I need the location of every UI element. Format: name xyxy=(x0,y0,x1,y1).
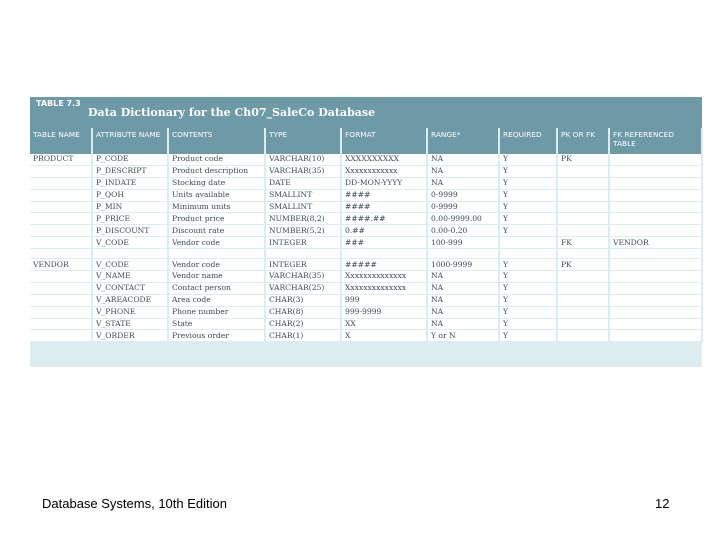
cell-table-name xyxy=(30,201,92,213)
cell-table-name xyxy=(30,330,92,342)
cell-table-name xyxy=(30,189,92,201)
cell-type: CHAR(1) xyxy=(265,330,341,342)
table-row xyxy=(30,201,702,213)
data-dictionary-figure xyxy=(30,97,702,367)
cell-contents: Product code xyxy=(168,154,265,165)
cell-pk-or-fk xyxy=(557,213,609,225)
cell-fk-referenced-table xyxy=(609,259,702,271)
cell-format: Xxxxxxxxxxxx xyxy=(341,165,427,177)
cell-type: INTEGER xyxy=(265,259,341,271)
cell-type: CHAR(8) xyxy=(265,306,341,318)
table-row xyxy=(30,282,702,294)
cell-required: Y xyxy=(499,225,557,237)
cell-table-name xyxy=(30,294,92,306)
cell-type: VARCHAR(35) xyxy=(265,271,341,283)
cell-required: Y xyxy=(499,259,557,271)
cell-contents: Units available xyxy=(168,189,265,201)
cell-type: NUMBER(5,2) xyxy=(265,225,341,237)
table-row xyxy=(30,154,702,165)
cell-range: 0-9999 xyxy=(427,189,499,201)
cell-contents: Vendor name xyxy=(168,271,265,283)
cell-range: NA xyxy=(427,154,499,165)
cell-table-name: PRODUCT xyxy=(30,154,92,165)
cell-required: Y xyxy=(499,165,557,177)
cell-fk-referenced-table xyxy=(609,249,702,259)
cell-fk-referenced-table xyxy=(609,225,702,237)
cell-required: Y xyxy=(499,177,557,189)
cell-required: Y xyxy=(499,213,557,225)
cell-pk-or-fk: PK xyxy=(557,154,609,165)
cell-format xyxy=(341,249,427,259)
cell-attribute-name: V_STATE xyxy=(92,318,168,330)
cell-attribute-name: V_PHONE xyxy=(92,306,168,318)
column-header-format: FORMAT xyxy=(341,128,427,154)
cell-format: DD-MON-YYYY xyxy=(341,177,427,189)
cell-pk-or-fk xyxy=(557,165,609,177)
cell-type: SMALLINT xyxy=(265,189,341,201)
cell-attribute-name: V_NAME xyxy=(92,271,168,283)
cell-pk-or-fk xyxy=(557,271,609,283)
cell-type: DATE xyxy=(265,177,341,189)
cell-contents: Vendor code xyxy=(168,259,265,271)
cell-range: NA xyxy=(427,306,499,318)
table-row xyxy=(30,189,702,201)
cell-pk-or-fk xyxy=(557,330,609,342)
cell-type: CHAR(2) xyxy=(265,318,341,330)
cell-fk-referenced-table xyxy=(609,177,702,189)
column-header-range: RANGE* xyxy=(427,128,499,154)
page-number: 12 xyxy=(655,496,670,511)
cell-type: SMALLINT xyxy=(265,201,341,213)
cell-table-name xyxy=(30,249,92,259)
cell-contents: Product price xyxy=(168,213,265,225)
cell-contents: Product description xyxy=(168,165,265,177)
cell-required: Y xyxy=(499,294,557,306)
cell-table-name xyxy=(30,165,92,177)
cell-table-name xyxy=(30,306,92,318)
cell-pk-or-fk: FK xyxy=(557,237,609,249)
cell-attribute-name: V_AREACODE xyxy=(92,294,168,306)
cell-type: VARCHAR(25) xyxy=(265,282,341,294)
cell-fk-referenced-table xyxy=(609,201,702,213)
cell-table-name xyxy=(30,271,92,283)
cell-range: NA xyxy=(427,294,499,306)
cell-contents: Previous order xyxy=(168,330,265,342)
cell-required xyxy=(499,237,557,249)
cell-range: NA xyxy=(427,271,499,283)
cell-format: #### xyxy=(341,189,427,201)
cell-format: #### xyxy=(341,201,427,213)
cell-contents: Area code xyxy=(168,294,265,306)
cell-required: Y xyxy=(499,189,557,201)
figure-title-bar xyxy=(30,97,702,128)
column-header-table-name: TABLE NAME xyxy=(30,128,92,154)
table-row xyxy=(30,225,702,237)
cell-fk-referenced-table xyxy=(609,165,702,177)
cell-attribute-name: P_CODE xyxy=(92,154,168,165)
cell-format: ### xyxy=(341,237,427,249)
cell-attribute-name: V_CODE xyxy=(92,259,168,271)
cell-attribute-name: P_QOH xyxy=(92,189,168,201)
table-row xyxy=(30,177,702,189)
cell-fk-referenced-table xyxy=(609,318,702,330)
cell-contents: Minimum units xyxy=(168,201,265,213)
cell-pk-or-fk xyxy=(557,189,609,201)
cell-table-name xyxy=(30,318,92,330)
table-row xyxy=(30,165,702,177)
table-row xyxy=(30,330,702,342)
cell-contents: Vendor code xyxy=(168,237,265,249)
cell-fk-referenced-table xyxy=(609,189,702,201)
cell-required: Y xyxy=(499,306,557,318)
table-number-label: TABLE 7.3 xyxy=(36,99,81,108)
cell-fk-referenced-table xyxy=(609,282,702,294)
cell-contents: Phone number xyxy=(168,306,265,318)
cell-type: VARCHAR(35) xyxy=(265,165,341,177)
cell-table-name xyxy=(30,213,92,225)
cell-range: 0.00-9999.00 xyxy=(427,213,499,225)
cell-contents xyxy=(168,249,265,259)
table-row xyxy=(30,213,702,225)
cell-attribute-name: V_ORDER xyxy=(92,330,168,342)
cell-type: INTEGER xyxy=(265,237,341,249)
cell-required: Y xyxy=(499,271,557,283)
cell-attribute-name: P_INDATE xyxy=(92,177,168,189)
cell-required: Y xyxy=(499,154,557,165)
cell-fk-referenced-table xyxy=(609,213,702,225)
cell-table-name xyxy=(30,225,92,237)
cell-contents: Discount rate xyxy=(168,225,265,237)
cell-attribute-name: P_MIN xyxy=(92,201,168,213)
cell-required: Y xyxy=(499,201,557,213)
cell-table-name xyxy=(30,282,92,294)
cell-type: CHAR(3) xyxy=(265,294,341,306)
cell-fk-referenced-table xyxy=(609,294,702,306)
cell-fk-referenced-table xyxy=(609,306,702,318)
cell-pk-or-fk xyxy=(557,249,609,259)
column-header-fk-referenced-table: FK REFERENCED TABLE xyxy=(609,128,702,154)
cell-range: 1000-9999 xyxy=(427,259,499,271)
data-dictionary-table xyxy=(30,128,703,342)
cell-type xyxy=(265,249,341,259)
cell-required xyxy=(499,249,557,259)
cell-pk-or-fk xyxy=(557,294,609,306)
cell-contents: Stocking date xyxy=(168,177,265,189)
cell-pk-or-fk xyxy=(557,177,609,189)
cell-range: NA xyxy=(427,177,499,189)
cell-range: 0-9999 xyxy=(427,201,499,213)
cell-attribute-name: V_CONTACT xyxy=(92,282,168,294)
cell-format: X xyxy=(341,330,427,342)
cell-required: Y xyxy=(499,318,557,330)
cell-required: Y xyxy=(499,330,557,342)
cell-type: NUMBER(8,2) xyxy=(265,213,341,225)
cell-fk-referenced-table xyxy=(609,330,702,342)
cell-attribute-name: P_DESCRIPT xyxy=(92,165,168,177)
table-row xyxy=(30,318,702,330)
cell-required: Y xyxy=(499,282,557,294)
cell-pk-or-fk xyxy=(557,282,609,294)
cell-table-name xyxy=(30,177,92,189)
cell-format: XXXXXXXXXX xyxy=(341,154,427,165)
table-row xyxy=(30,271,702,283)
table-row xyxy=(30,259,702,271)
column-header-attribute-name: ATTRIBUTE NAME xyxy=(92,128,168,154)
cell-range: 0.00-0.20 xyxy=(427,225,499,237)
cell-pk-or-fk xyxy=(557,306,609,318)
cell-table-name xyxy=(30,237,92,249)
table-row xyxy=(30,294,702,306)
cell-range: NA xyxy=(427,282,499,294)
table-row xyxy=(30,249,702,259)
cell-attribute-name: P_PRICE xyxy=(92,213,168,225)
column-header-required: REQUIRED xyxy=(499,128,557,154)
column-header-type: TYPE xyxy=(265,128,341,154)
cell-format: 999-9999 xyxy=(341,306,427,318)
cell-format: XX xyxy=(341,318,427,330)
cell-range: 100-999 xyxy=(427,237,499,249)
cell-contents: Contact person xyxy=(168,282,265,294)
cell-attribute-name: V_CODE xyxy=(92,237,168,249)
table-body xyxy=(30,154,702,342)
cell-pk-or-fk: PK xyxy=(557,259,609,271)
cell-range: Y or N xyxy=(427,330,499,342)
cell-fk-referenced-table: VENDOR xyxy=(609,237,702,249)
cell-range: NA xyxy=(427,165,499,177)
cell-fk-referenced-table xyxy=(609,271,702,283)
cell-table-name: VENDOR xyxy=(30,259,92,271)
table-row xyxy=(30,306,702,318)
cell-pk-or-fk xyxy=(557,201,609,213)
cell-pk-or-fk xyxy=(557,225,609,237)
cell-format: Xxxxxxxxxxxxxx xyxy=(341,271,427,283)
cell-format: ####.## xyxy=(341,213,427,225)
cell-range xyxy=(427,249,499,259)
table-header-row xyxy=(30,128,702,154)
cell-range: NA xyxy=(427,318,499,330)
cell-format: Xxxxxxxxxxxxxx xyxy=(341,282,427,294)
cell-format: ##### xyxy=(341,259,427,271)
cell-attribute-name: P_DISCOUNT xyxy=(92,225,168,237)
column-header-pk-or-fk: PK OR FK xyxy=(557,128,609,154)
cell-format: 0.## xyxy=(341,225,427,237)
cell-fk-referenced-table xyxy=(609,154,702,165)
column-header-contents: CONTENTS xyxy=(168,128,265,154)
table-row xyxy=(30,237,702,249)
cell-attribute-name xyxy=(92,249,168,259)
table-title: Data Dictionary for the Ch07_SaleCo Database xyxy=(88,106,376,119)
footer-book-title: Database Systems, 10th Edition xyxy=(42,496,227,511)
cell-pk-or-fk xyxy=(557,318,609,330)
cell-contents: State xyxy=(168,318,265,330)
cell-format: 999 xyxy=(341,294,427,306)
cell-type: VARCHAR(10) xyxy=(265,154,341,165)
